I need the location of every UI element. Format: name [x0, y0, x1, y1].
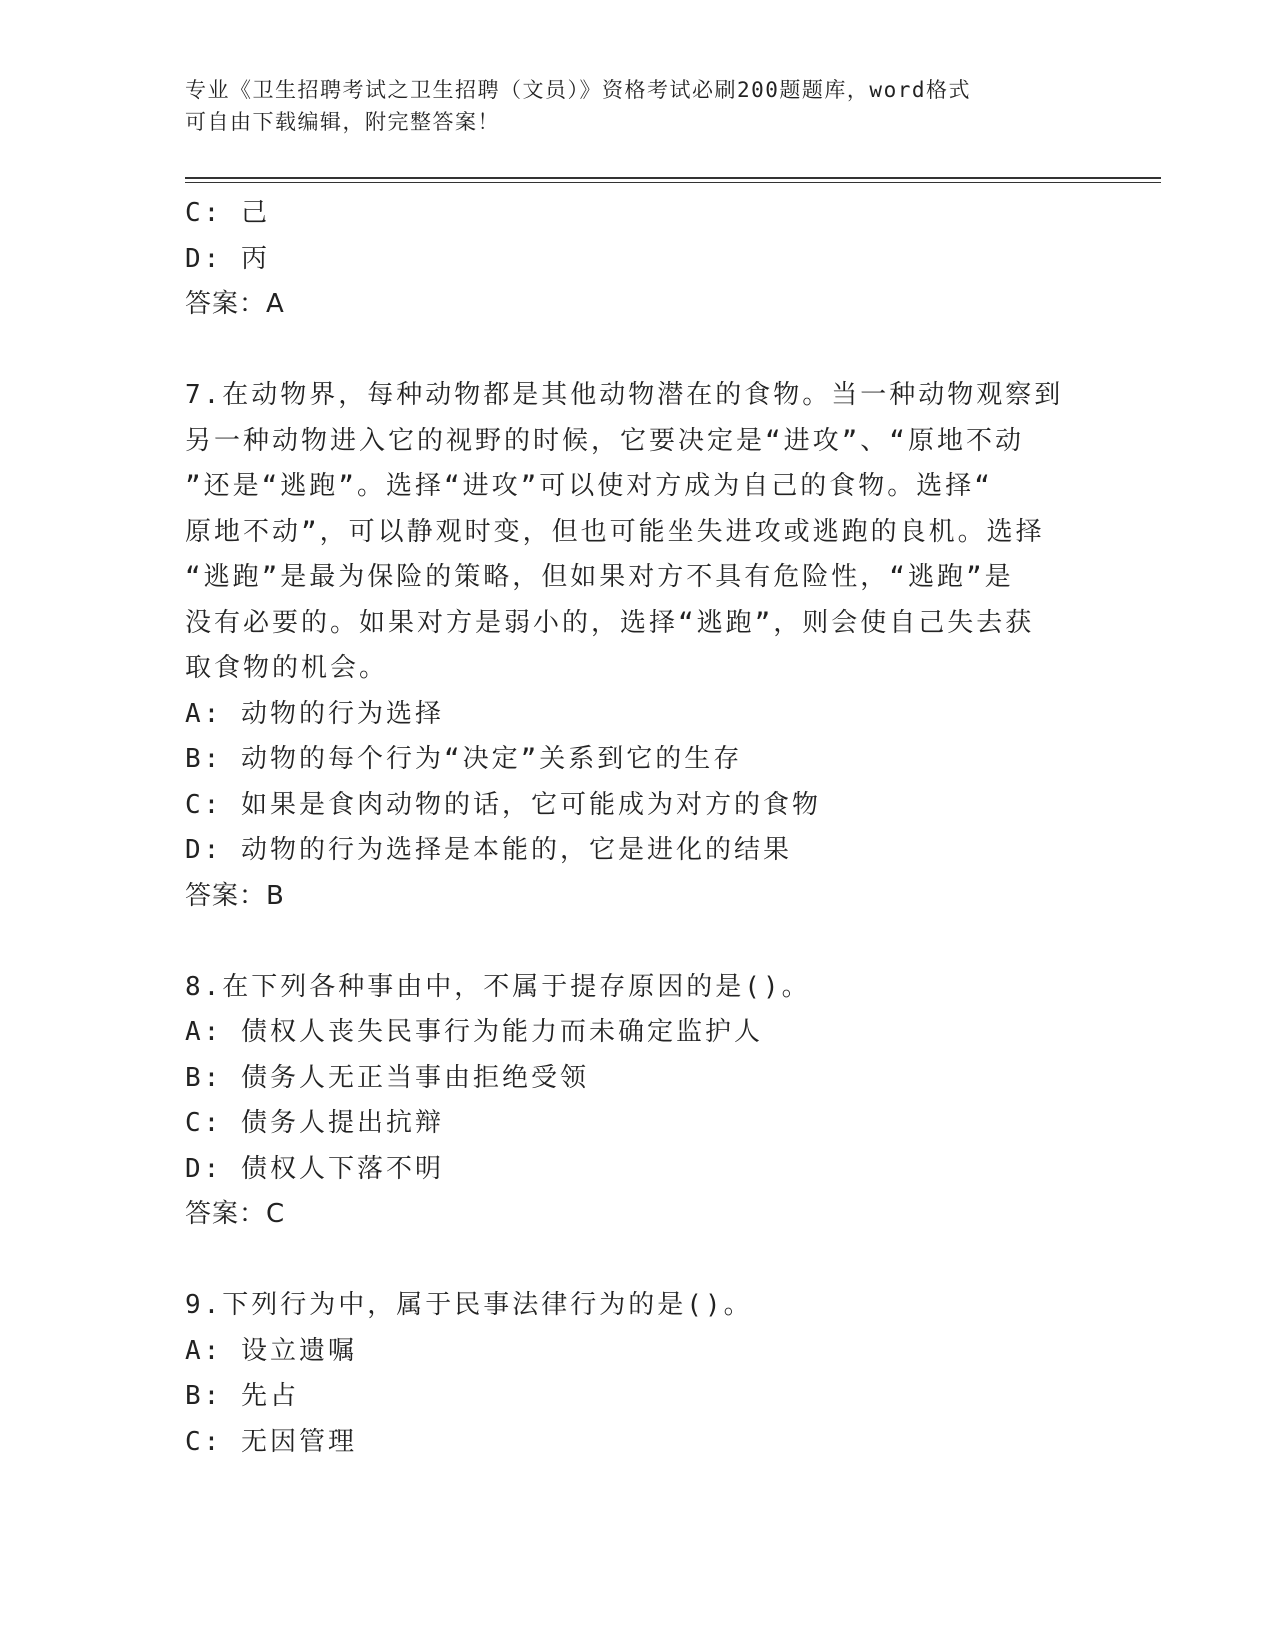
header-line-1: 专业《卫生招聘考试之卫生招聘（文员）》资格考试必刷200题题库，word格式: [185, 78, 971, 102]
header-rule: [185, 177, 1161, 179]
question-9: [185, 1283, 1065, 1465]
question-stem: 9.下列行为中，属于民事法律行为的是()。: [185, 1290, 753, 1320]
document-body: [185, 191, 1065, 1465]
question-stem-line: “逃跑”是最为保险的策略，但如果对方不具有危险性，“逃跑”是: [185, 562, 1014, 592]
option-c: C: 己: [185, 198, 270, 228]
question-7: [185, 373, 1065, 919]
option-d: D: 动物的行为选择是本能的，它是进化的结果: [185, 835, 792, 865]
question-stem-line: 没有必要的。如果对方是弱小的，选择“逃跑”，则会使自己失去获: [185, 607, 1035, 638]
option-a: A: 动物的行为选择: [185, 698, 444, 729]
option-d: D: 债权人下落不明: [185, 1153, 444, 1184]
question-stem-line: 另一种动物进入它的视野的时候，它要决定是“进攻”、“原地不动: [185, 425, 1024, 456]
spacer: [185, 328, 1065, 374]
question-stem: 8.在下列各种事由中，不属于提存原因的是()。: [185, 971, 811, 1002]
option-a: A: 设立遗嘱: [185, 1335, 357, 1366]
header-line-2: 可自由下载编辑，附完整答案！: [185, 110, 500, 134]
spacer: [185, 1238, 1065, 1284]
question-stem-line: 原地不动”，可以静观时变，但也可能坐失进攻或逃跑的良机。选择: [185, 516, 1045, 547]
option-b: B: 债务人无正当事由拒绝受领: [185, 1062, 589, 1093]
answer: 答案：B: [185, 880, 285, 911]
option-c: C: 无因管理: [185, 1426, 357, 1457]
document-header: [185, 74, 1065, 138]
question-8: [185, 965, 1065, 1238]
option-b: B: 动物的每个行为“决定”关系到它的生存: [185, 744, 743, 774]
option-c: C: 债务人提出抗辩: [185, 1108, 444, 1138]
question-6: [185, 191, 1065, 328]
question-stem-line: ”还是“逃跑”。选择“进攻”可以使对方成为自己的食物。选择“: [185, 471, 993, 501]
question-stem-line: 7.在动物界，每种动物都是其他动物潜在的食物。当一种动物观察到: [185, 380, 1064, 410]
answer: 答案：A: [185, 289, 285, 319]
option-d: D: 丙: [185, 243, 270, 274]
option-a: A: 债权人丧失民事行为能力而未确定监护人: [185, 1017, 763, 1047]
header-rule-thin: [185, 182, 1161, 183]
option-b: B: 先占: [185, 1381, 299, 1411]
answer: 答案：C: [185, 1199, 286, 1229]
spacer: [185, 919, 1065, 965]
question-stem-line: 取食物的机会。: [185, 653, 389, 683]
option-c: C: 如果是食肉动物的话，它可能成为对方的食物: [185, 789, 821, 820]
